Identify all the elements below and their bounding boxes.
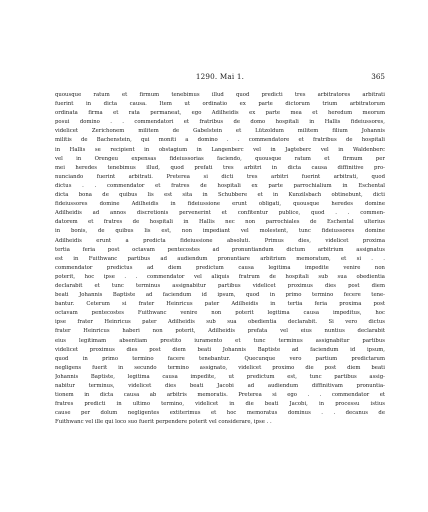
text-line: fideiussores domine Adilheidis in fideiussione erunt obligati, quousque heredes domine (55, 201, 385, 208)
text-line: posui domino . . commendatori et fratribus de domo hospitali in Hallis fideiussores, (55, 119, 385, 126)
text-line: dictus . . commendator et fratres de hospitali ex parte parrochialium in Eschental (55, 182, 385, 189)
text-line: bantur. Ceterum si frater Heinricus pater Adilheidis in tertia feria proxima post (55, 301, 385, 308)
page-number: 365 (371, 72, 385, 81)
text-line: negligens fuerit in secundo termino assignato, videlicet proximo die post diem beati (55, 364, 385, 371)
text-line: Adilheidis ad annos discretionis pervenerint et confitentur publice, quod . . commen- (55, 210, 385, 217)
text-line: mei heredes tenebimus illud, quod prefati tres arbitri in dicta causa diffinitive pro- (55, 164, 385, 171)
text-line: poterit, hoc ipse . . commendator vel aliquis fratrum de hospitali sub sua obedientia (55, 273, 385, 280)
text-line: vel in Orengeu expensas fideiussorias faciendo, quousque ratum et firmum per (55, 155, 385, 162)
text-line: militis de Bachenstein, qui moniti a domino . . commendatore et fratribus de hospitali (55, 137, 385, 144)
text-line: Johannis Baptiste, legitima causa impedite, ut predictum est, tunc partibus assig- (55, 373, 385, 380)
text-line: octavam pentecostes Fuithwanc venire non poterit legitima causa impeditus, hoc (55, 310, 385, 317)
text-line: frater Heinricus haberi non poterit, Adilheidis prefata vel eius nuntius declarabit (55, 328, 385, 335)
text-line: declarabit et tunc terminus assignabitur partibus videlicet proximus dies post diem (55, 282, 385, 289)
text-line: beati Johannis Baptiste ad faciendum id ipsum, quod in primo termino fecere tene- (55, 292, 385, 299)
header-date: 1290. Mai 1. (195, 72, 245, 81)
text-line: est in Fuithwanc partibus ad audiendum pronuntiare arbitrium memoratum, et si . . (55, 255, 385, 262)
text-line: in Hallis se recipient in obstagium in Langenberc vel in Jagteberc vel in Waldenberc (55, 146, 385, 153)
page-header (55, 71, 385, 83)
text-line: commendator predictus ad diem predictum causa legitima impedite venire non (55, 264, 385, 271)
body-text (55, 91, 385, 427)
text-line: nabitur terminus, videlicet dies beati Jacobi ad audiendum diffinitivam pronuntia- (55, 383, 385, 389)
text-line: quousque ratum et firmum tenebimus illud quod predicti tres arbitratores arbitrati (55, 92, 385, 98)
text-line: ipse frater Heinricus pater Adilheidis sub sua obedientia declarabit. Si vero dictus (55, 319, 385, 326)
text-line: videlicet Zerichonem militem de Gabelstein et Lützoldum militem filium Johannis (55, 128, 385, 135)
text-line: Fuithwanc vel ille qui loco suo fuerit perpendere poterit vel considerare, ipse . . (55, 419, 272, 426)
text-line: fratres predicti in ultimo termino, videlicet in die beati Jacobi, in processu istius (55, 401, 385, 408)
text-line: dicta bona de quibus lis est sita in Schubbere et in Kunzilsbach obtinebunt, dicti (55, 192, 385, 199)
text-line: datorem et fratres de hospitali in Hallis nec non parrochiales de Eschental ulterius (55, 219, 385, 226)
text-line: cause per dolum negligentes extiterimus et hoc memoratus dominus . . decanus de (55, 410, 385, 417)
text-line: tertia feria post octavam pentecostes ad pronuntiandum dictum arbitrium assignatus (55, 246, 385, 253)
text-line: nunciando fuerint arbitrati. Preterea si dicti tres arbitri fuerint arbitrati, quod (55, 173, 385, 180)
text-line: videlicet proximus dies post diem beati Johannis Baptiste ad faciendum id ipsum, (55, 346, 385, 353)
text-line: in bonis, de quibus lis est, non impediant vel molestent, tunc fideiussores domine (55, 228, 385, 235)
text-line: fuerint in dicta causa. Item ut ordinatio ex parte dictorum trium arbitratorum (55, 101, 385, 108)
text-line: ordinata firma et rata permaneat, ego Adilheidis ex parte mea et heredum meorum (55, 110, 385, 117)
text-line: eius legitimam absentiam prestito iuramento et tunc terminus assignabitur partibus (55, 337, 385, 344)
text-line: Adilheidis erunt a predicta fideiussione absoluti. Primus dies, videlicet proxima (55, 237, 385, 244)
text-line: tionem in dicta causa ab arbitris memoratis. Preterea si ego . . commendator et (55, 392, 385, 399)
text-line: quod in primo termino facere tenebantur. Quecunque vero partium predictarum (55, 355, 385, 362)
